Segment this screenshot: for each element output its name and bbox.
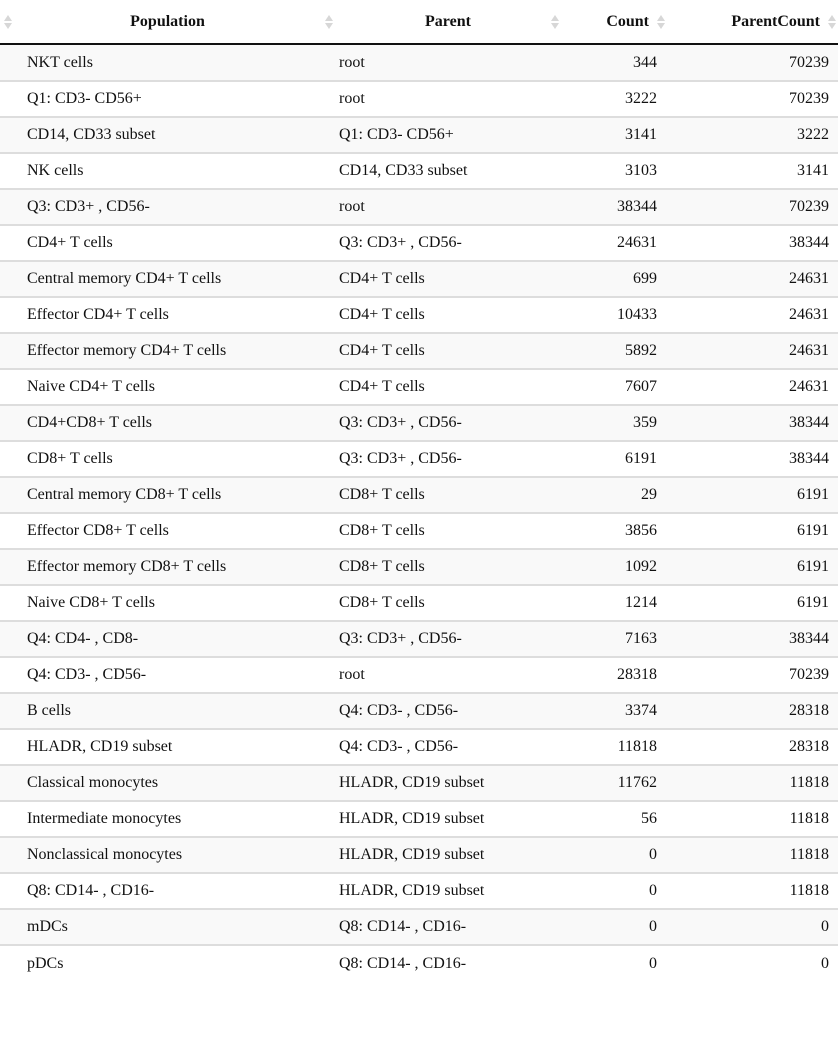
cell-population: CD14, CD33 subset [0, 117, 335, 153]
table-body [0, 44, 838, 981]
table-row [0, 333, 838, 369]
cell-count: 3222 [561, 81, 667, 117]
cell-parent: Q3: CD3+ , CD56- [335, 441, 561, 477]
cell-population: Intermediate monocytes [0, 801, 335, 837]
cell-count: 3856 [561, 513, 667, 549]
table-row [0, 153, 838, 189]
cell-parent: HLADR, CD19 subset [335, 765, 561, 801]
table-row [0, 513, 838, 549]
cell-parent: Q3: CD3+ , CD56- [335, 621, 561, 657]
cell-population: Q1: CD3- CD56+ [0, 81, 335, 117]
cell-population: Effector memory CD8+ T cells [0, 549, 335, 585]
cell-parent: CD4+ T cells [335, 369, 561, 405]
cell-parentcount: 24631 [667, 369, 838, 405]
cell-count: 0 [561, 909, 667, 945]
cell-count: 1214 [561, 585, 667, 621]
table-row [0, 945, 838, 981]
table-row [0, 477, 838, 513]
cell-count: 3374 [561, 693, 667, 729]
cell-parentcount: 3141 [667, 153, 838, 189]
cell-count: 7607 [561, 369, 667, 405]
cell-population: Effector memory CD4+ T cells [0, 333, 335, 369]
cell-parent: Q4: CD3- , CD56- [335, 729, 561, 765]
cell-parentcount: 6191 [667, 477, 838, 513]
cell-parentcount: 6191 [667, 585, 838, 621]
table-row [0, 765, 838, 801]
table-row [0, 44, 838, 81]
table-row [0, 81, 838, 117]
table-row [0, 585, 838, 621]
sort-both-icon[interactable] [4, 15, 12, 29]
table-row [0, 369, 838, 405]
cell-count: 38344 [561, 189, 667, 225]
cell-population: mDCs [0, 909, 335, 945]
table-row [0, 801, 838, 837]
cell-population: Effector CD4+ T cells [0, 297, 335, 333]
cell-parentcount: 6191 [667, 513, 838, 549]
cell-parentcount: 38344 [667, 225, 838, 261]
cell-parentcount: 11818 [667, 765, 838, 801]
cell-parent: root [335, 44, 561, 81]
cell-population: Effector CD8+ T cells [0, 513, 335, 549]
column-label-parentcount: ParentCount [731, 13, 820, 30]
cell-population: NK cells [0, 153, 335, 189]
cell-parent: Q3: CD3+ , CD56- [335, 225, 561, 261]
cell-parentcount: 6191 [667, 549, 838, 585]
column-header-parentcount[interactable] [667, 0, 838, 44]
cell-parentcount: 38344 [667, 621, 838, 657]
table-header [0, 0, 838, 44]
table-row [0, 441, 838, 477]
cell-parentcount: 3222 [667, 117, 838, 153]
cell-count: 28318 [561, 657, 667, 693]
cell-parentcount: 24631 [667, 297, 838, 333]
cell-population: CD8+ T cells [0, 441, 335, 477]
cell-parentcount: 70239 [667, 81, 838, 117]
column-header-population[interactable] [0, 0, 335, 44]
cell-parentcount: 24631 [667, 261, 838, 297]
cell-parent: CD8+ T cells [335, 549, 561, 585]
cell-parent: root [335, 657, 561, 693]
cell-count: 10433 [561, 297, 667, 333]
cell-population: Classical monocytes [0, 765, 335, 801]
cell-parent: CD4+ T cells [335, 333, 561, 369]
cell-count: 359 [561, 405, 667, 441]
cell-parentcount: 0 [667, 945, 838, 981]
table-row [0, 405, 838, 441]
cell-parent: HLADR, CD19 subset [335, 801, 561, 837]
cell-parent: HLADR, CD19 subset [335, 837, 561, 873]
table-row [0, 189, 838, 225]
table-row [0, 693, 838, 729]
cell-parentcount: 24631 [667, 333, 838, 369]
cell-population: pDCs [0, 945, 335, 981]
cell-count: 56 [561, 801, 667, 837]
cell-parentcount: 28318 [667, 693, 838, 729]
cell-parent: Q4: CD3- , CD56- [335, 693, 561, 729]
cell-count: 24631 [561, 225, 667, 261]
cell-parentcount: 11818 [667, 801, 838, 837]
cell-count: 3141 [561, 117, 667, 153]
column-label-parent: Parent [425, 13, 471, 30]
cell-parent: Q8: CD14- , CD16- [335, 945, 561, 981]
cell-parentcount: 0 [667, 909, 838, 945]
cell-count: 29 [561, 477, 667, 513]
column-label-count: Count [606, 13, 649, 30]
column-header-count[interactable] [561, 0, 667, 44]
cell-population: NKT cells [0, 44, 335, 81]
cell-population: Central memory CD4+ T cells [0, 261, 335, 297]
cell-parentcount: 70239 [667, 657, 838, 693]
cell-count: 0 [561, 945, 667, 981]
cell-parent: Q1: CD3- CD56+ [335, 117, 561, 153]
cell-population: Q4: CD4- , CD8- [0, 621, 335, 657]
cell-population: Q3: CD3+ , CD56- [0, 189, 335, 225]
table-row [0, 873, 838, 909]
cell-count: 11762 [561, 765, 667, 801]
cell-count: 344 [561, 44, 667, 81]
cell-parentcount: 38344 [667, 441, 838, 477]
cell-parent: CD4+ T cells [335, 261, 561, 297]
table-row [0, 729, 838, 765]
cell-parent: CD8+ T cells [335, 585, 561, 621]
cell-count: 0 [561, 837, 667, 873]
table-row [0, 909, 838, 945]
header-row [0, 0, 838, 44]
cell-parentcount: 11818 [667, 837, 838, 873]
cell-parentcount: 38344 [667, 405, 838, 441]
cell-count: 1092 [561, 549, 667, 585]
cell-count: 6191 [561, 441, 667, 477]
cell-population: Q4: CD3- , CD56- [0, 657, 335, 693]
column-header-parent[interactable] [335, 0, 561, 44]
table-row [0, 225, 838, 261]
cell-population: Naive CD8+ T cells [0, 585, 335, 621]
cell-parentcount: 70239 [667, 44, 838, 81]
cell-parentcount: 28318 [667, 729, 838, 765]
table-row [0, 297, 838, 333]
sort-both-icon[interactable] [828, 15, 836, 29]
sort-both-icon[interactable] [325, 15, 333, 29]
table-row [0, 837, 838, 873]
cell-count: 699 [561, 261, 667, 297]
cell-parent: CD8+ T cells [335, 477, 561, 513]
cell-parentcount: 11818 [667, 873, 838, 909]
table-row [0, 261, 838, 297]
cell-parent: CD4+ T cells [335, 297, 561, 333]
sort-both-icon[interactable] [657, 15, 665, 29]
table-row [0, 549, 838, 585]
cell-population: Q8: CD14- , CD16- [0, 873, 335, 909]
cell-count: 11818 [561, 729, 667, 765]
cell-population: CD4+CD8+ T cells [0, 405, 335, 441]
table-row [0, 621, 838, 657]
cell-parent: Q8: CD14- , CD16- [335, 909, 561, 945]
cell-parent: HLADR, CD19 subset [335, 873, 561, 909]
cell-parent: CD14, CD33 subset [335, 153, 561, 189]
cell-population: Naive CD4+ T cells [0, 369, 335, 405]
column-label-population: Population [130, 13, 205, 30]
cell-parent: CD8+ T cells [335, 513, 561, 549]
cell-parent: root [335, 189, 561, 225]
cell-count: 7163 [561, 621, 667, 657]
cell-population: B cells [0, 693, 335, 729]
cell-count: 5892 [561, 333, 667, 369]
cell-parentcount: 70239 [667, 189, 838, 225]
cell-population: Nonclassical monocytes [0, 837, 335, 873]
cell-count: 0 [561, 873, 667, 909]
table-row [0, 117, 838, 153]
cell-population: Central memory CD8+ T cells [0, 477, 335, 513]
cell-parent: Q3: CD3+ , CD56- [335, 405, 561, 441]
table-row [0, 657, 838, 693]
cell-count: 3103 [561, 153, 667, 189]
cell-population: HLADR, CD19 subset [0, 729, 335, 765]
cell-population: CD4+ T cells [0, 225, 335, 261]
cell-parent: root [335, 81, 561, 117]
sort-both-icon[interactable] [551, 15, 559, 29]
